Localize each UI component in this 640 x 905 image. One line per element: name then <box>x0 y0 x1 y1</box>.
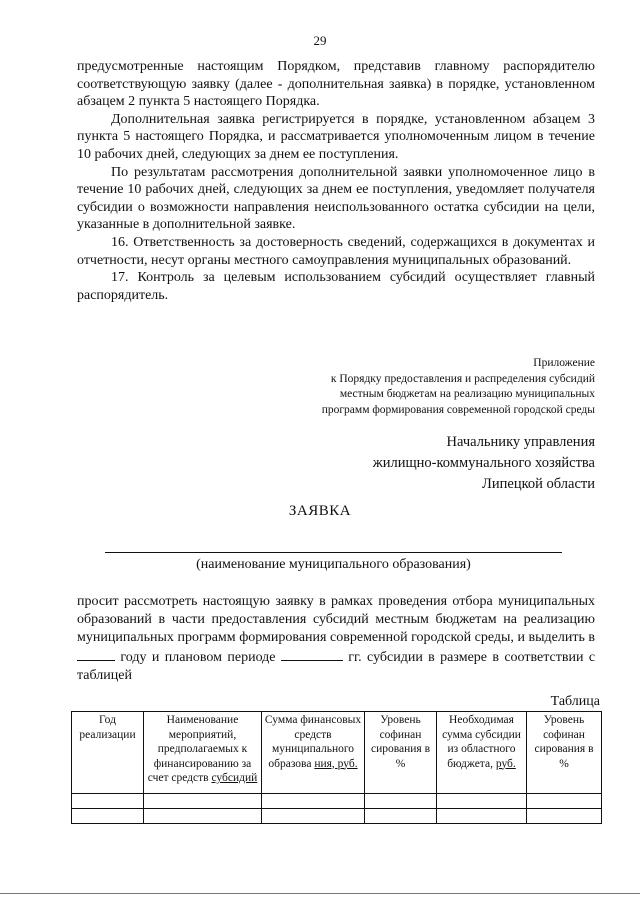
request-part: году и плановом периоде <box>120 649 276 665</box>
table-cell <box>72 794 144 809</box>
paragraph: предусмотренные настоящим Порядком, представив главному распорядителю соответствующую заявку (далее - дополнительная заявка) в порядке, установленном абзацем 2 пункта 5 настоящего Порядка. <box>77 59 595 110</box>
appendix-line: программ формирования современной городской среды <box>321 403 595 416</box>
addressee-line: жилищно-коммунального хозяйства <box>372 455 595 471</box>
page-number: 29 <box>313 33 327 48</box>
paragraph: 16. Ответственность за достоверность сведений, содержащихся в документах и отчетности, несут органы местного самоуправления муниципальных образований. <box>77 234 595 268</box>
table-header-row <box>72 712 602 794</box>
table-cell <box>527 809 602 824</box>
body-text <box>77 58 595 304</box>
table-cell <box>262 809 365 824</box>
paragraph: 17. Контроль за целевым использованием субсидий осуществляет главный распорядитель. <box>77 270 595 303</box>
municipality-name-caption: (наименование муниципального образования) <box>196 557 471 572</box>
column-header: Наименование мероприятий, предполагаемых к финансированию за счет средств субсидий <box>144 712 262 794</box>
subsidy-table <box>71 711 602 824</box>
table-cell <box>365 794 437 809</box>
column-header: Уровень софинан сирования в % <box>527 712 602 794</box>
table-label: Таблица <box>550 694 600 709</box>
paragraph: По результатам рассмотрения дополнительной заявки уполномоченное лицо в течение 10 рабочих дней, следующих за днем ее поступления, уведомляет получателя субсидии о возможности направления неиспользованного остатка субсидии на цели, указанные в дополнительной заявке. <box>77 164 595 233</box>
column-header: Сумма финансовых средств муниципального образова ния, руб. <box>262 712 365 794</box>
request-text <box>77 593 595 685</box>
year-blank <box>77 648 115 661</box>
table-cell <box>437 794 527 809</box>
table-cell <box>144 794 262 809</box>
table-cell <box>527 794 602 809</box>
table-row <box>72 794 602 809</box>
addressee-line: Начальнику управления <box>446 434 595 450</box>
column-header: Необходимая сумма субсидии из областного бюджета, руб. <box>437 712 527 794</box>
table-cell <box>365 809 437 824</box>
addressee-line: Липецкой области <box>482 476 595 492</box>
table-cell <box>262 794 365 809</box>
column-header: Год реализации <box>72 712 144 794</box>
table-cell <box>437 809 527 824</box>
appendix-line: к Порядку предоставления и распределения субсидий <box>330 372 595 385</box>
addressee <box>295 432 595 495</box>
table-cell <box>72 809 144 824</box>
document-title: ЗАЯВКА <box>288 503 352 519</box>
appendix-note <box>235 356 595 418</box>
table-cell <box>144 809 262 824</box>
request-part: гг. субсидии в размере в соответствии с таблицей <box>77 649 596 683</box>
table-row <box>72 809 602 824</box>
paragraph: Дополнительная заявка регистрируется в порядке, установленном абзацем 3 пункта 5 настоящего Порядка, и рассматривается уполномоченным лицом в течение 10 рабочих дней, следующих за днем ее поступления. <box>77 111 595 162</box>
appendix-line: местным бюджетам на реализацию муниципальных <box>339 388 595 400</box>
appendix-label: Приложение <box>533 357 595 369</box>
period-blank <box>281 648 343 661</box>
request-part: просит рассмотреть настоящую заявку в рамках проведения отбора муниципальных образований в части предоставления субсидий местным бюджетам на реализацию муниципальных программ формирования современной городской среды, и выделить в <box>77 594 595 646</box>
page-bottom-edge <box>0 893 640 894</box>
column-header: Уровень софинан сирования в % <box>365 712 437 794</box>
municipality-name-line <box>105 552 562 553</box>
